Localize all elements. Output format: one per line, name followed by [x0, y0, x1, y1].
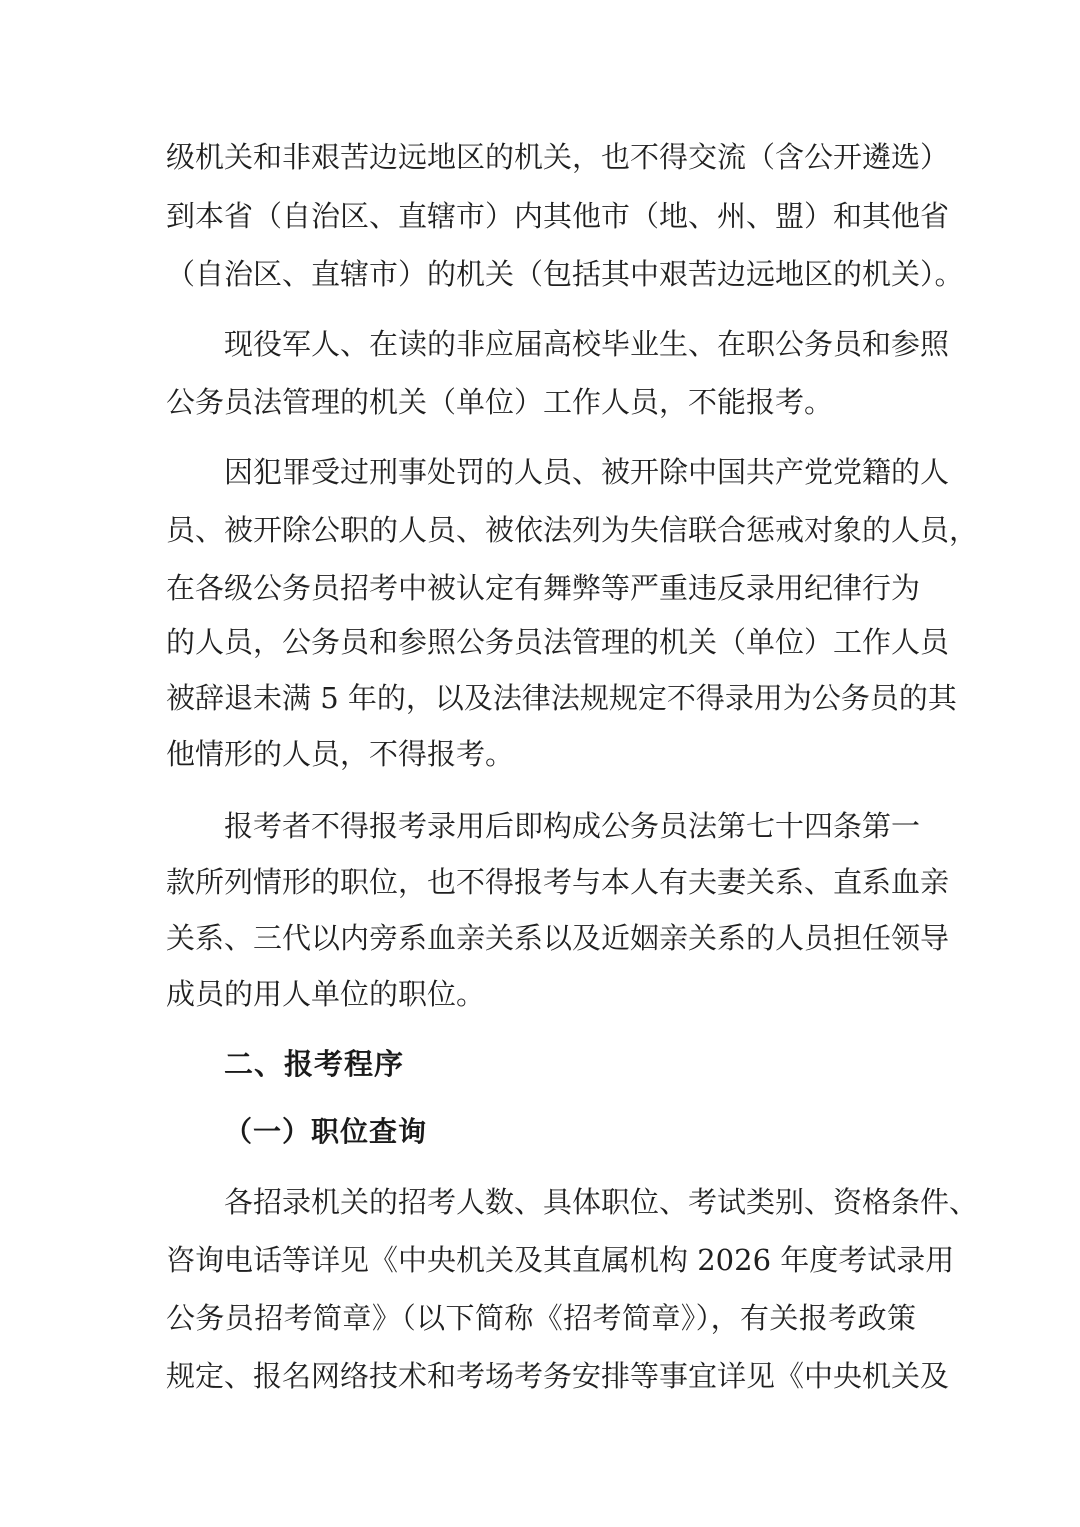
paragraph-line: 报考者不得报考录用后即构成公务员法第七十四条第一 [224, 809, 921, 843]
paragraph-line: 在各级公务员招考中被认定有舞弊等严重违反录用纪律行为 [166, 571, 921, 605]
paragraph-line: 款所列情形的职位，也不得报考与本人有夫妻关系、直系血亲 [166, 865, 950, 899]
paragraph-line: 到本省（自治区、直辖市）内其他市（地、州、盟）和其他省 [166, 199, 950, 233]
paragraph-line: 公务员招考简章》（以下简称《招考简章》），有关报考政策 [166, 1301, 916, 1335]
paragraph-line: 规定、报名网络技术和考场考务安排等事宜详见《中央机关及 [166, 1359, 950, 1393]
paragraph-line: 咨询电话等详见《中央机关及其直属机构 2026 年度考试录用 [166, 1243, 955, 1277]
subsection-heading: （一）职位查询 [224, 1115, 428, 1148]
section-heading: 二、报考程序 [224, 1047, 405, 1081]
paragraph-line: 现役军人、在读的非应届高校毕业生、在职公务员和参照 [224, 327, 950, 361]
paragraph-line: 被辞退未满 5 年的，以及法律法规规定不得录用为公务员的其 [166, 681, 957, 715]
paragraph-line: 公务员法管理的机关（单位）工作人员，不能报考。 [166, 385, 834, 419]
paragraph-line: （自治区、直辖市）的机关（包括其中艰苦边远地区的机关）。 [166, 257, 964, 291]
paragraph-line: 的人员，公务员和参照公务员法管理的机关（单位）工作人员 [166, 625, 950, 659]
paragraph-line: 因犯罪受过刑事处罚的人员、被开除中国共产党党籍的人 [224, 455, 950, 489]
paragraph-line: 他情形的人员，不得报考。 [166, 737, 515, 771]
paragraph-line: 员、被开除公职的人员、被依法列为失信联合惩戒对象的人员， [166, 513, 979, 547]
paragraph-line: 各招录机关的招考人数、具体职位、考试类别、资格条件、 [224, 1185, 979, 1219]
paragraph-line: 成员的用人单位的职位。 [166, 977, 486, 1011]
paragraph-line: 关系、三代以内旁系血亲关系以及近姻亲关系的人员担任领导 [166, 921, 950, 955]
paragraph-line: 级机关和非艰苦边远地区的机关，也不得交流（含公开遴选） [166, 140, 950, 174]
